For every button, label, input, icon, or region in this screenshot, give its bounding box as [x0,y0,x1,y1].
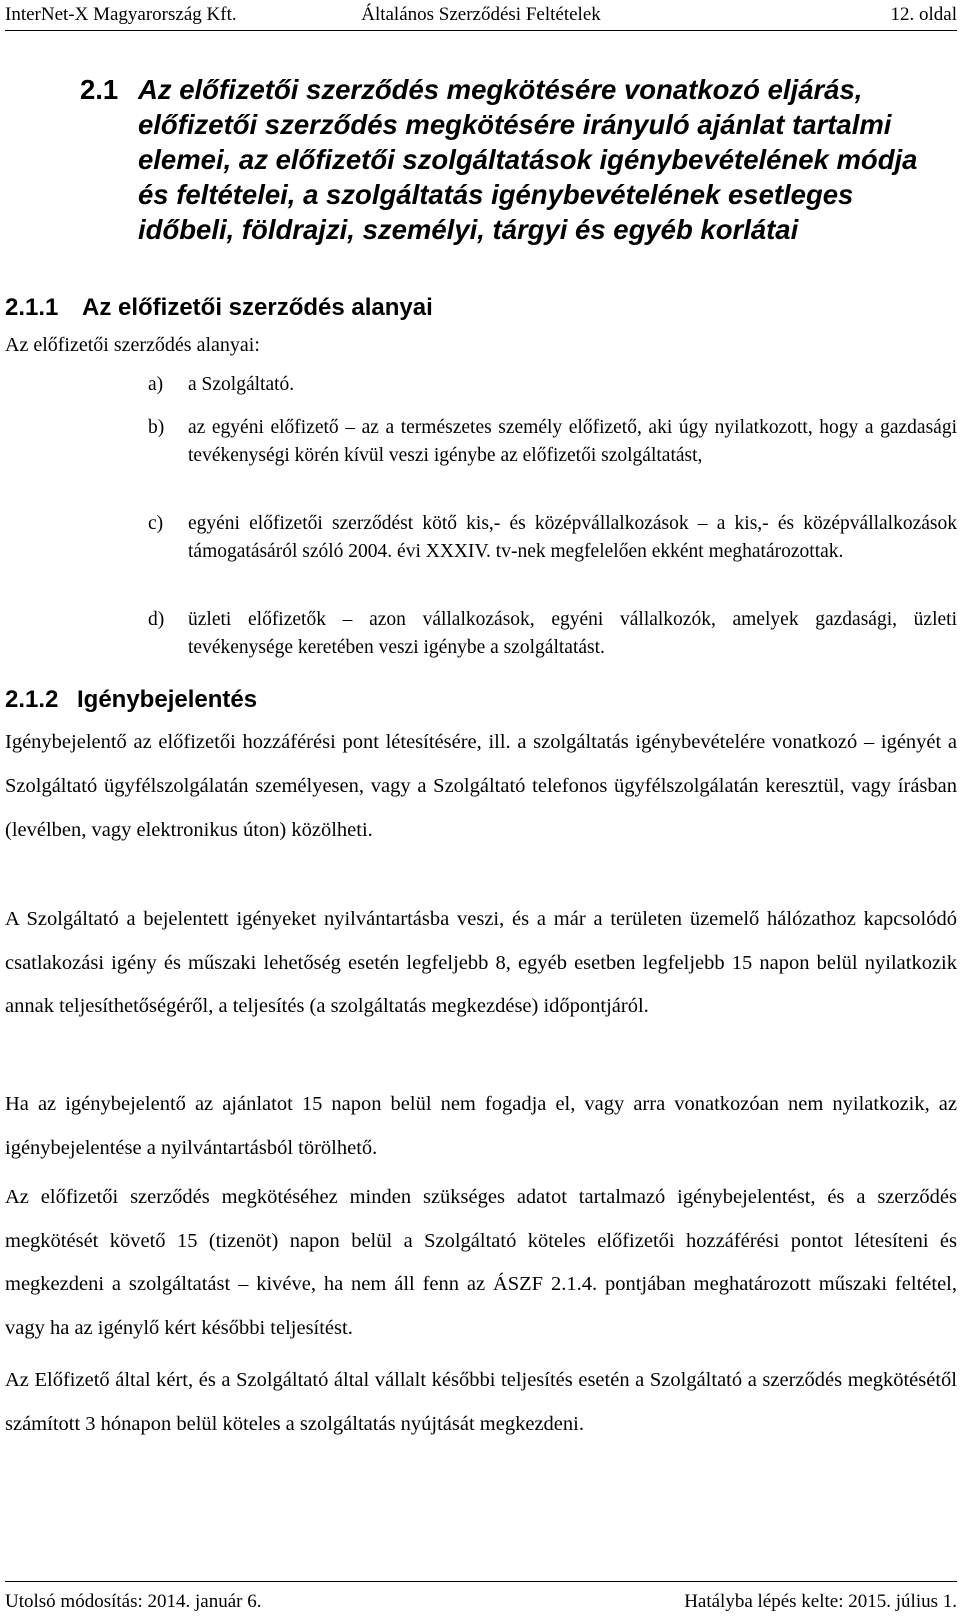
section-2-1-heading [80,72,930,247]
list-marker: d) [148,609,165,630]
header-page-number: 12. oldal [890,4,957,25]
list-text: az egyéni előfizető – az a természetes személy előfizető, aki úgy nyilatkozott, hogy a gazdasági tevékenységi körén kívül veszi igénybe az előfizetői szolgáltatást, [188,417,957,466]
list-item [148,414,957,470]
page-header [5,4,957,31]
section-2-1-1-title: Az előfizetői szerződés alanyai [82,294,433,321]
section-2-1-title: Az előfizetői szerződés megkötésére vonatkozó eljárás, előfizetői szerződés megkötésére irányuló ajánlat tartalmi elemei, az előfizetői szolgáltatások igénybevételének módja és feltételei, a szolgáltatás igénybevételének esetleges időbeli, földrajzi, személyi, tárgyi és egyéb korlátai [138,74,918,245]
header-company: InterNet-X Magyarország Kft. [5,4,237,25]
list-item [148,606,957,662]
list-marker: a) [148,374,164,395]
list-marker: c) [148,513,164,534]
paragraph: Az Előfizető által kért, és a Szolgáltató által vállalt későbbi teljesítés esetén a Szolgáltató a szerződés megkötésétől számított 3 hónapon belül köteles a szolgáltatás nyújtását megkezdeni. [5,1369,957,1435]
section-2-1-2-title: Igénybejelentés [77,686,258,713]
paragraph: Ha az igénybejelentő az ajánlatot 15 napon belül nem fogadja el, vagy arra vonatkozóan nem nyilatkozik, az igénybejelentése a nyilvántartásból törölhető. [5,1093,957,1159]
list-marker: b) [148,417,165,438]
footer-effective-date: Hatályba lépés kelte: 2015. július 1. [684,1591,957,1612]
section-2-1-2-heading [5,686,257,714]
paragraph: Igénybejelentő az előfizetői hozzáférési pont létesítésére, ill. a szolgáltatás igénybevételére vonatkozó – igényét a Szolgáltató ügyfélszolgálatán személyesen, vagy a Szolgáltató telefonos ügyfélszolgálatán keresztül, vagy írásban (levélben, vagy elektronikus úton) közölheti. [5,731,957,841]
list-item [148,371,957,399]
section-2-1-1-heading [5,294,433,322]
section-2-1-2-number: 2.1.2 [5,686,59,713]
footer-modified-date: Utolsó módosítás: 2014. január 6. [5,1591,262,1612]
page-footer [5,1581,957,1612]
list-item [148,510,957,566]
header-doc-title: Általános Szerződési Feltételek [361,4,601,25]
section-2-1-1-intro: Az előfizetői szerződés alanyai: [5,334,260,356]
list-text: egyéni előfizetői szerződést kötő kis,- és középvállalkozások – a kis,- és középvállalkozások támogatásáról szóló 2004. évi XXXIV. tv-nek megfelelően ekként meghatározottak. [188,513,957,562]
list-text: üzleti előfizetők – azon vállalkozások, egyéni vállalkozók, amelyek gazdasági, üzleti tevékenysége keretében veszi igénybe a szolgáltatást. [188,609,957,658]
section-2-1-number: 2.1 [80,74,119,105]
paragraph: Az előfizetői szerződés megkötéséhez minden szükséges adatot tartalmazó igénybejelentést, és a szerződés megkötését követő 15 (tizenöt) napon belül a Szolgáltató köteles előfizetői hozzáférési pontot létesíteni és megkezdeni a szolgáltatást – kivéve, ha nem áll fenn az ÁSZF 2.1.4. pontjában meghatározott műszaki feltétel, vagy ha az igénylő kért későbbi teljesítést. [5,1186,957,1339]
list-text: a Szolgáltató. [188,374,295,395]
section-2-1-1-number: 2.1.1 [5,294,59,321]
paragraph: A Szolgáltató a bejelentett igényeket nyilvántartásba veszi, és a már a területen üzemelő hálózathoz kapcsolódó csatlakozási igény és műszaki lehetőség esetén legfeljebb 8, egyéb esetben legfeljebb 15 napon belül nyilatkozik annak teljesíthetőségéről, a teljesítés (a szolgáltatás megkezdése) időpontjáról. [5,908,957,1017]
